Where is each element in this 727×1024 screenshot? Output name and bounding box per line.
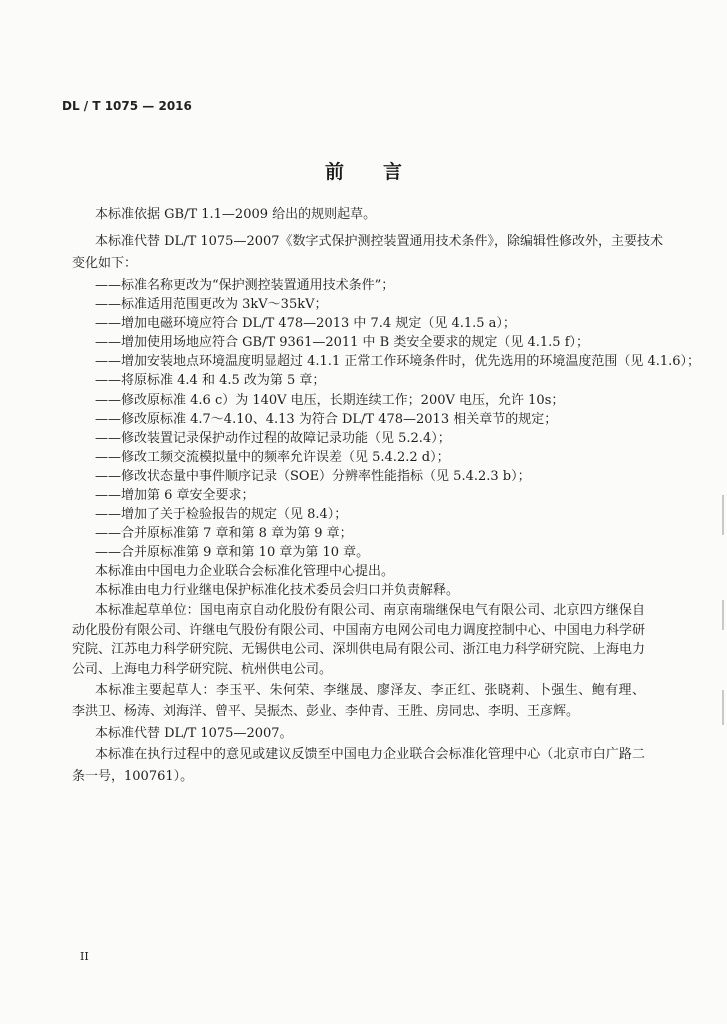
paragraph-line: 本标准代替 DL/T 1075—2007。 [95,726,293,741]
change-list-item: ——增加第 6 章安全要求； [95,488,255,503]
paragraph-line: 本标准由电力行业继电保护标准化技术委员会归口并负责解释。 [95,583,460,598]
change-list-item: ——将原标准 4.4 和 4.5 改为第 5 章； [95,373,326,388]
paragraph-line: 变化如下： [72,256,138,271]
scan-edge-mark [722,690,724,725]
paragraph-line: 动化股份有限公司、许继电气股份有限公司、中国南方电网公司电力调度控制中心、中国电力科学研 [72,623,645,638]
change-list-item: ——标准适用范围更改为 3kV～35kV； [95,297,328,312]
change-list-item: ——修改工频交流模拟量中的频率允许误差（见 5.4.2.2 d）； [95,450,450,465]
change-list-item: ——合并原标准第 9 章和第 10 章为第 10 章。 [95,545,370,560]
change-list-item: ——增加了关于检验报告的规定（见 8.4）； [95,507,348,522]
paragraph-line: 李洪卫、杨涛、刘海洋、曾平、吴振杰、彭业、李仲青、王胜、房同忠、李明、王彦辉。 [72,704,580,719]
change-list-item: ——修改状态量中事件顺序记录（SOE）分辨率性能指标（见 5.4.2.3 b）； [95,469,531,484]
change-list-item: ——增加使用场地应符合 GB/T 9361—2011 中 B 类安全要求的规定（见 4.1.5 f）； [95,335,590,350]
change-list-item: ——修改装置记录保护动作过程的故障记录功能（见 5.2.4）； [95,431,451,446]
paragraph-line: 本标准主要起草人：李玉平、朱何荣、李继晟、廖泽友、李正红、张晓莉、卜强生、鲍有理、 [95,683,645,698]
change-list-item: ——修改原标准 4.7～4.10、4.13 为符合 DL/T 478—2013 相关章节的规定； [95,412,558,427]
paragraph-line: 本标准依据 GB/T 1.1—2009 给出的规则起草。 [95,207,377,222]
change-list-item: ——合并原标准第 7 章和第 8 章为第 9 章； [95,526,353,541]
paragraph-line: 本标准起草单位：国电南京自动化股份有限公司、南京南瑞继保电气有限公司、北京四方继保自 [95,603,645,618]
page-title: 前 言 [324,161,412,183]
change-list-item: ——增加电磁环境应符合 DL/T 478—2013 中 7.4 规定（见 4.1.5 a）； [95,316,516,331]
page-number: II [80,950,89,963]
paragraph-line: 本标准在执行过程中的意见或建议反馈至中国电力企业联合会标准化管理中心（北京市白广路二 [95,747,645,762]
paragraph-line: 究院、江苏电力科学研究院、无锡供电公司、深圳供电局有限公司、浙江电力科学研究院、上海电力 [72,642,645,657]
change-list-item: ——修改原标准 4.6 c）为 140V 电压，长期连续工作；200V 电压，允许 10s； [95,393,565,408]
paragraph-line: 本标准由中国电力企业联合会标准化管理中心提出。 [95,564,395,579]
scan-edge-mark [722,495,724,535]
paragraph-line: 公司、上海电力科学研究院、杭州供电公司。 [72,662,333,677]
change-list-item: ——标准名称更改为“保护测控装置通用技术条件”； [95,278,395,293]
paragraph-line: 本标准代替 DL/T 1075—2007《数字式保护测控装置通用技术条件》，除编辑性修改外，主要技术 [95,234,664,249]
standard-code-header: DL / T 1075 — 2016 [62,99,192,113]
paragraph-line: 条一号，100761）。 [72,769,194,784]
change-list-item: ——增加安装地点环境温度明显超过 4.1.1 正常工作环境条件时，优先选用的环境温度范围（见 4.1.6）； [95,354,701,369]
scan-edge-mark [722,600,724,630]
